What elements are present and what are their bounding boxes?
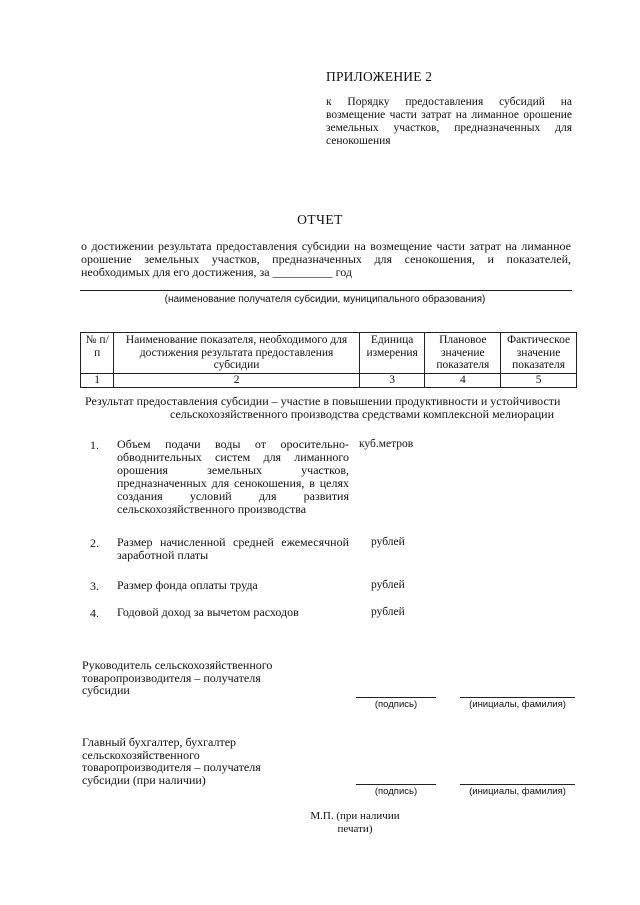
item-unit: куб.метров [359,438,414,450]
header-unit: Единица измерения [359,333,425,374]
header-actual: Фактическое значение показателя [501,333,577,374]
item-text: Объем подачи воды от оросительно-обводнительных систем для лиманного орошения земельных участков, предназначенных для сенокошения, в целях создания условий для развития сельскохозяйственного производства [117,437,349,516]
item-unit: рублей [371,579,405,591]
head-signatory-label: Руководитель сельскохозяйственного товаропроизводителя – получателя субсидии [82,658,273,697]
table-number-row [81,373,577,387]
item-number: 2. [90,536,99,550]
item-text: Размер начисленной средней ежемесячной заработной платы [117,535,349,562]
indicator-table [80,332,577,388]
result-line-1: Результат предоставления субсидии – участие в повышении продуктивности и устойчивости [85,394,561,408]
signature-line [356,697,436,698]
column-number: 1 [81,373,114,387]
item-number: 4. [90,606,99,620]
item-text: Годовой доход за вычетом расходов [117,605,299,619]
header-indicator: Наименование показателя, необходимого для достижения результата предоставления субсидии [114,333,359,374]
signature-line [356,784,436,785]
recipient-caption: (наименование получателя субсидии, муниципального образования) [164,294,486,305]
appendix-title: ПРИЛОЖЕНИЕ 2 [326,69,433,84]
accountant-signatory-label: Главный бухгалтер, бухгалтер сельскохозяйственного товаропроизводителя – получателя субсидии (при наличии) [82,735,261,787]
column-number: 5 [501,373,577,387]
name-caption: (инициалы, фамилия) [469,699,566,710]
result-statement [85,395,575,421]
report-title: ОТЧЕТ [297,212,343,227]
item-number: 1. [90,438,99,452]
name-line [460,697,575,698]
signature-caption: (подпись) [374,699,418,710]
report-subtitle: о достижении результата предоставления субсидии на возмещение части затрат на лиманное орошение земельных участков, предназначенных для сенокошения, и показателей, необходимых для его достижения, за __________ год [81,239,571,279]
recipient-line [80,290,572,291]
item-text: Размер фонда оплаты труда [117,578,258,592]
column-number: 2 [114,373,359,387]
column-number: 4 [425,373,501,387]
stamp-place: М.П. (при наличии печати) [310,810,400,835]
header-num: № п/п [81,333,114,374]
item-number: 3. [90,579,99,593]
item-unit: рублей [371,606,405,618]
appendix-reference: к Порядку предоставления субсидий на возмещение части затрат на лиманное орошение земельных участков, предназначенных для сенокошения [326,96,572,147]
header-planned: Плановое значение показателя [425,333,501,374]
item-unit: рублей [371,536,405,548]
name-line [460,784,575,785]
result-line-2: сельскохозяйственного производства средствами комплексной мелиорации [170,407,554,421]
table-header-row [81,333,577,374]
signature-caption: (подпись) [374,786,418,797]
name-caption: (инициалы, фамилия) [469,786,566,797]
column-number: 3 [359,373,425,387]
